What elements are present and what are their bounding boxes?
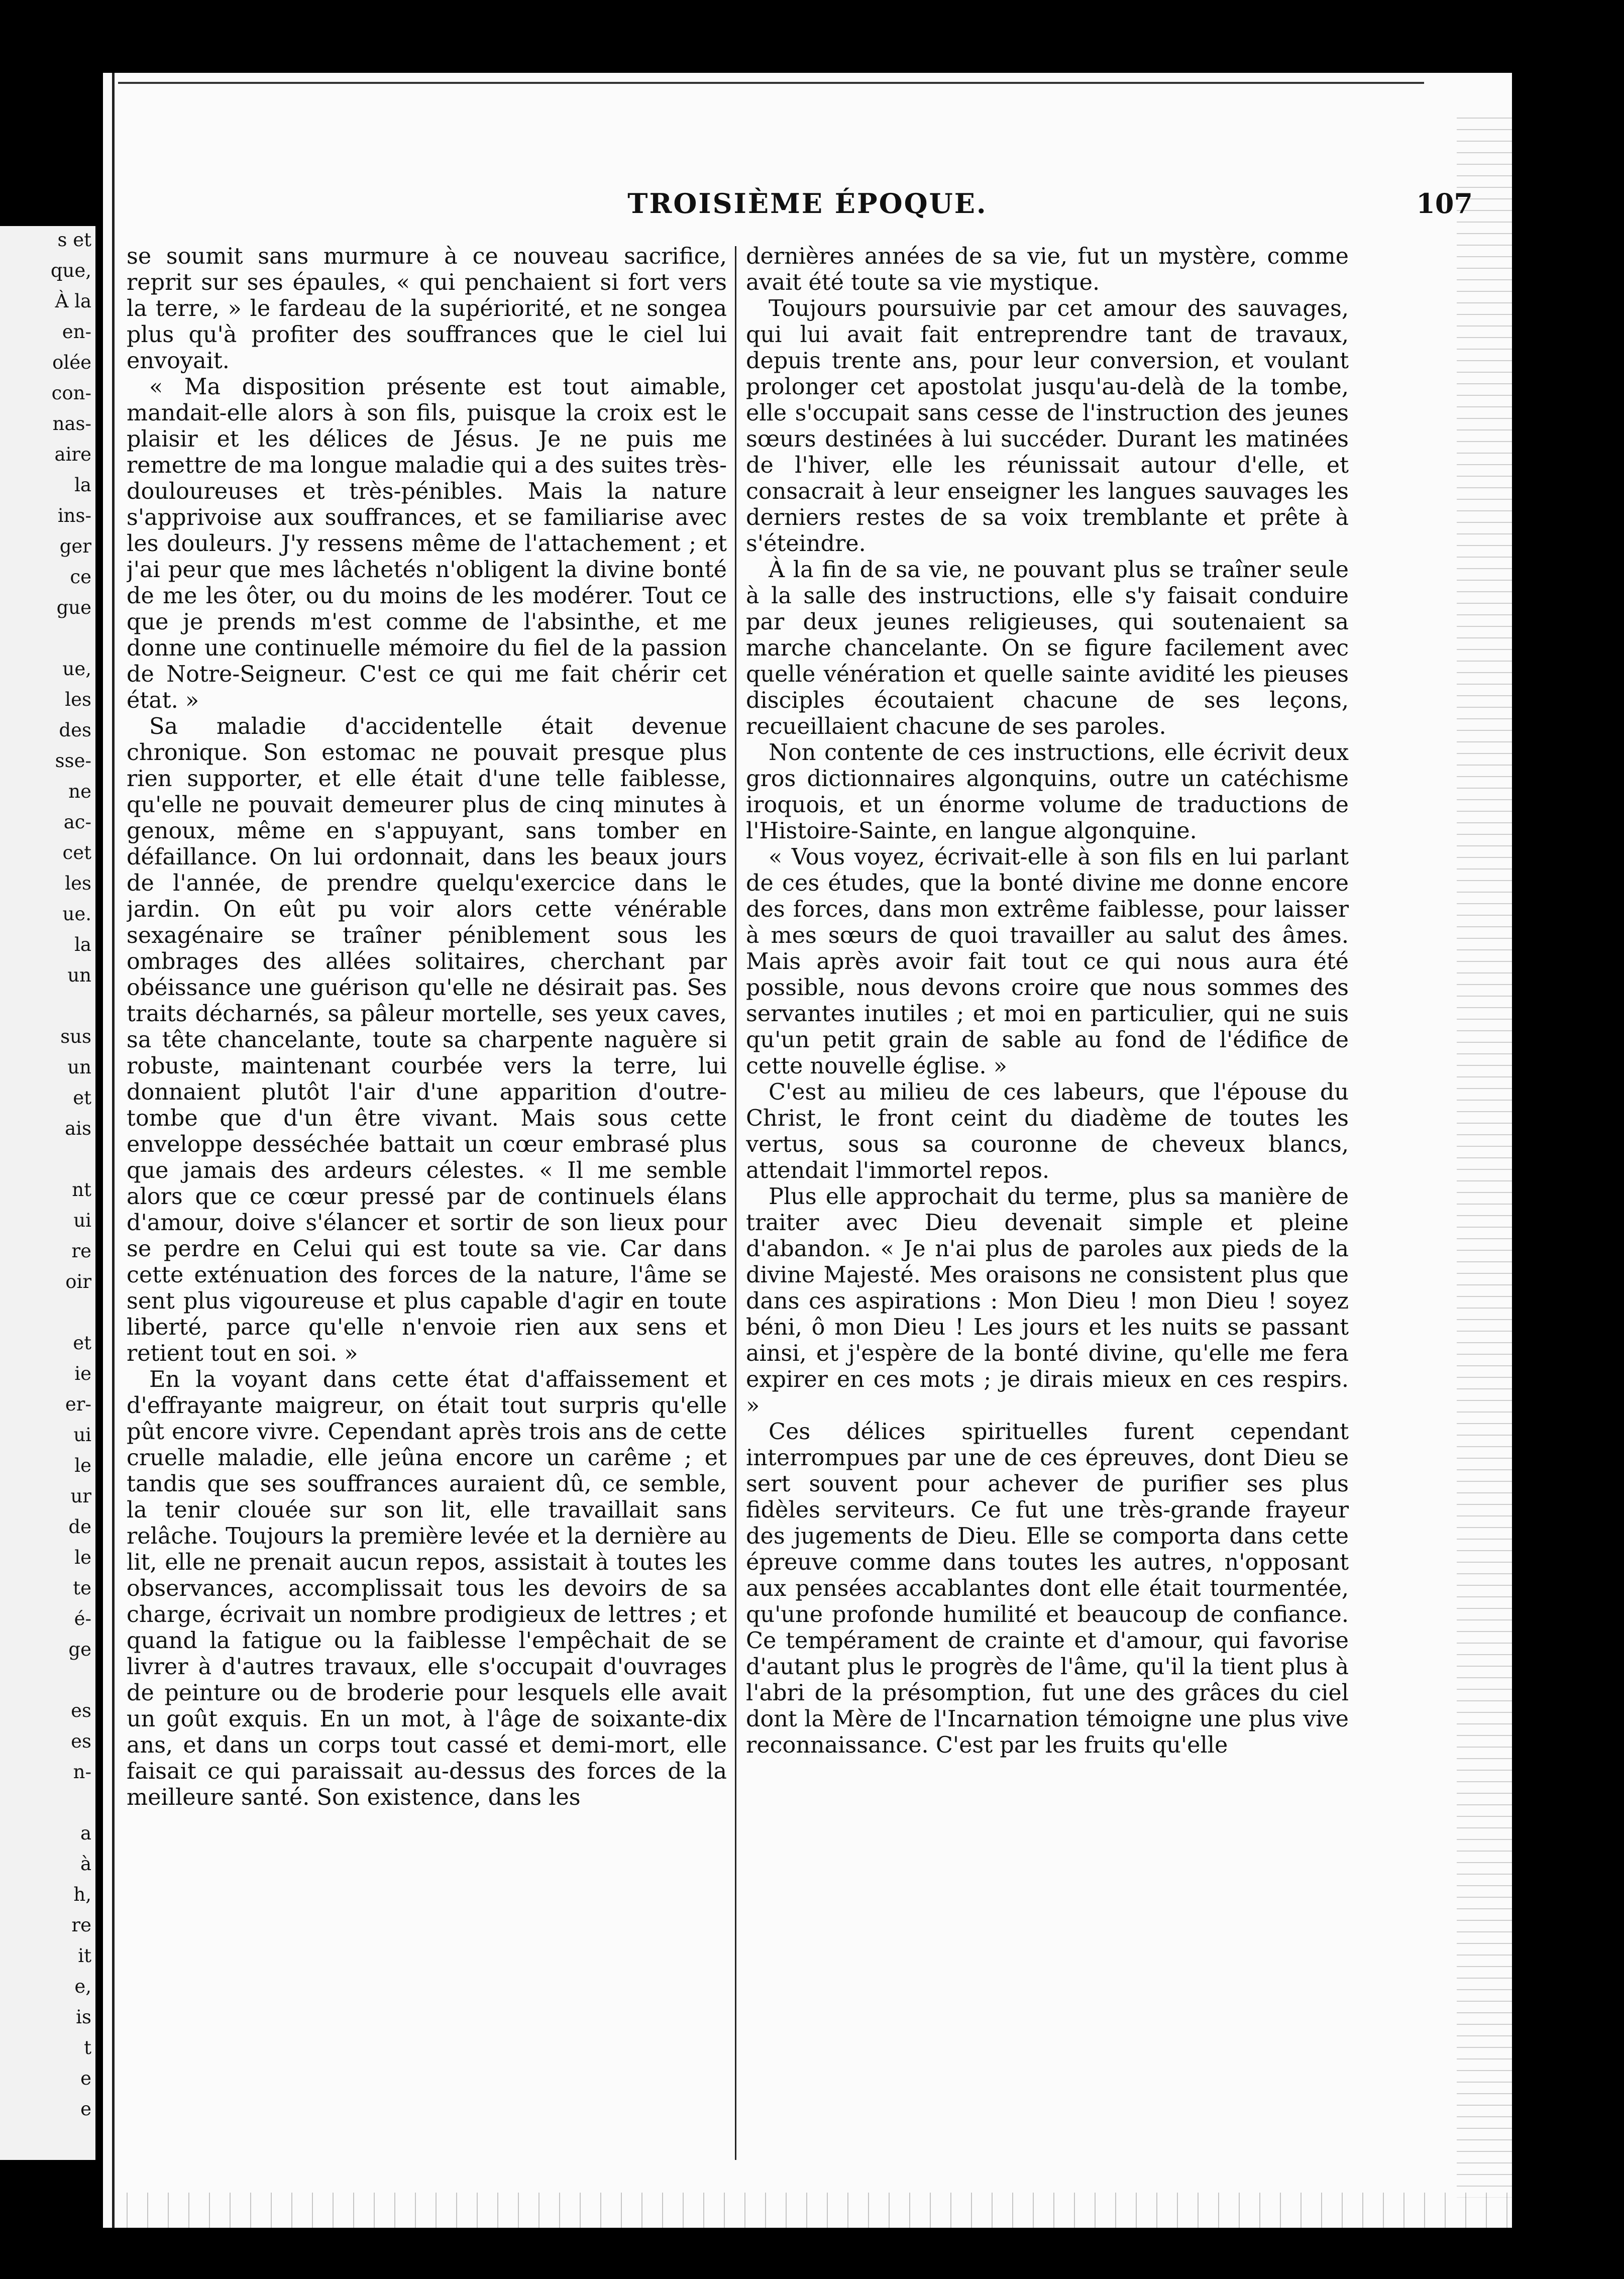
facing-page-fragment: ins-: [57, 505, 91, 526]
paragraph: C'est au milieu de ces labeurs, que l'épouse du Christ, le front ceint du diadème de toutes les vertus, sous sa couronne de cheveux blancs, attendait l'immortel repos.: [746, 1079, 1349, 1183]
paragraph: Plus elle approchait du terme, plus sa manière de traiter avec Dieu devenait simple et pleine d'abandon. « Je n'ai plus de paroles aux pieds de la divine Majesté. Mes oraisons ne consistent plus que dans ces aspirations : Mon Dieu ! mon Dieu ! soyez béni, ô mon Dieu ! Les jours et les nuits se passant ainsi, et j'espère de la bonté divine, qu'elle me fera expirer en ces mots ; je dirais mieux en ces respirs. »: [746, 1184, 1349, 1419]
facing-page-fragment: les: [65, 873, 91, 894]
facing-page-fragment: es: [71, 1730, 91, 1752]
facing-page-fragment: aire: [54, 444, 91, 465]
facing-page-fragment: et: [73, 1087, 91, 1109]
paragraph: En la voyant dans cette état d'affaissement et d'effrayante maigreur, on était tout surpris qu'elle pût encore vivre. Cependant après trois ans de cette cruelle maladie, elle jeûna encore un carême ; et tandis que ses souffrances auraient dû, ce semble, la tenir clouée sur son lit, elle travaillait sans relâche. Toujours la première levée et la dernière au lit, elle ne prenait aucun repos, assistait à toutes les observances, accomplissait tous les devoirs de sa charge, écrivait un nombre prodigieux de lettres ; et quand la fatigue ou la faiblesse l'empêchait de se livrer à d'autres travaux, elle s'occupait d'ouvrages de peinture ou de broderie pour lesquels elle avait un goût exquis. En un mot, à l'âge de soixante-dix ans, et dans un corps tout cassé et demi-mort, elle faisait ce qui paraissait au-dessus des forces de la meilleure santé. Son existence, dans les: [127, 1367, 727, 1810]
right-text-column: [746, 244, 1349, 2162]
running-header: [103, 187, 1512, 228]
left-text-column: [127, 244, 727, 2162]
facing-page-fragment: des: [59, 719, 91, 741]
facing-page-fragment: que,: [50, 260, 91, 281]
facing-page-fragment: olée: [52, 352, 91, 373]
facing-page-fragment: e: [80, 2098, 91, 2120]
page-top-edge: [118, 82, 1424, 84]
facing-page-fragment: ne: [68, 781, 91, 802]
facing-page-fragment: re: [71, 1914, 91, 1936]
facing-page-fragment: À la: [55, 290, 91, 312]
paragraph: « Vous voyez, écrivait-elle à son fils en lui parlant de ces études, que la bonté divine me donne encore des forces, dans mon extrême faiblesse, pour laisser à mes sœurs de quoi travailler au salut des âmes. Mais après avoir fait tout ce qui nous aura été possible, nous devons croire que nous sommes des servantes inutiles ; et moi en particulier, qui ne suis qu'un petit grain de sable au fond de l'édifice de cette nouvelle église. »: [746, 844, 1349, 1079]
facing-page-fragment: te: [73, 1577, 91, 1599]
facing-page-fragment: ge: [68, 1639, 91, 1660]
facing-page-fragment: le: [74, 1455, 91, 1476]
facing-page-fragment: ac-: [63, 811, 91, 833]
facing-page-fragment: un: [67, 964, 91, 986]
facing-page-fragment: ui: [73, 1424, 91, 1446]
facing-page-fragment: la: [74, 474, 91, 496]
facing-page-fragment: ue.: [62, 903, 91, 925]
page-edge-noise-bottom: [118, 2193, 1512, 2228]
facing-page-fragment: h,: [73, 1884, 91, 1905]
book-page: [103, 73, 1512, 2228]
facing-page-fragment: e: [80, 2068, 91, 2089]
facing-page-fragment: a: [80, 1822, 91, 1844]
facing-page-fragment: ie: [74, 1363, 91, 1384]
facing-page-fragment: sse-: [55, 750, 91, 772]
facing-page-fragment: é-: [74, 1608, 91, 1630]
facing-page-fragment: t: [84, 2037, 91, 2058]
facing-page-fragment: la: [74, 934, 91, 955]
paragraph: dernières années de sa vie, fut un mystère, comme avait été toute sa vie mystique.: [746, 244, 1349, 295]
facing-page-fragment: sus: [60, 1026, 91, 1047]
facing-page-fragment: gue: [56, 597, 91, 618]
facing-page-fragment: ce: [70, 566, 91, 588]
column-divider: [735, 246, 736, 2160]
facing-page-fragment: à: [80, 1853, 91, 1875]
facing-page-fragment: s et: [57, 229, 91, 251]
facing-page-fragment: un: [67, 1056, 91, 1078]
facing-page-fragment: ur: [70, 1485, 91, 1507]
paragraph: Toujours poursuivie par cet amour des sauvages, qui lui avait fait entreprendre tant de travaux, depuis trente ans, pour leur conversion, et voulant prolonger cet apostolat jusqu'au-delà de la tombe, elle s'occupait sans cesse de l'instruction des jeunes sœurs destinées à lui succéder. Durant les matinées de l'hiver, elle les réunissait autour d'elle, et consacrait à leur enseigner les langues sauvages les derniers restes de sa voix tremblante et prête à s'éteindre.: [746, 296, 1349, 557]
facing-page-fragment: ais: [65, 1118, 91, 1139]
facing-page-fragment: cet: [62, 842, 91, 863]
facing-page-fragment: re: [71, 1240, 91, 1262]
paragraph: À la fin de sa vie, ne pouvant plus se traîner seule à la salle des instructions, elle s'y faisait conduire par deux jeunes religieuses, qui soutenaient sa marche chancelante. On se figure facilement avec quelle vénération et quelle sainte avidité les pieuses disciples écoutaient chacune de ses leçons, recueillaient chacune de ses paroles.: [746, 557, 1349, 739]
facing-page-fragment: con-: [51, 382, 91, 404]
page-edge-noise-right: [1457, 113, 1512, 2198]
facing-page-fragment: oir: [65, 1271, 91, 1292]
facing-page-fragment: les: [65, 689, 91, 710]
facing-page-fragment: it: [78, 1945, 91, 1967]
paragraph: « Ma disposition présente est tout aimable, mandait-elle alors à son fils, puisque la croix est le plaisir et les délices de Jésus. Je ne puis me remettre de ma longue maladie qui a des suites très-douloureuses et très-pénibles. Mais la nature s'apprivoise aux souffrances, et se familiarise avec les douleurs. J'y ressens même de l'attachement ; et j'ai peur que mes lâchetés n'obligent la divine bonté de me les ôter, ou du moins de les modérer. Tout ce que je prends m'est comme de l'absinthe, et me donne une continuelle mémoire du fiel de la passion de Notre-Seigneur. C'est ce qui me fait chérir cet état. »: [127, 374, 727, 713]
facing-page-fragment: nt: [72, 1179, 91, 1201]
facing-page-fragment: et: [73, 1332, 91, 1354]
facing-page-fragment: er-: [65, 1393, 91, 1415]
running-title: TROISIÈME ÉPOQUE.: [627, 187, 988, 220]
facing-page-fragment: n-: [73, 1761, 91, 1783]
facing-page-fragment: es: [71, 1700, 91, 1721]
facing-page-fragment: e,: [74, 1976, 91, 1997]
facing-page-fragment: en-: [62, 321, 91, 343]
paragraph: Ces délices spirituelles furent cependant interrompues par une de ces épreuves, dont Dieu se sert souvent pour achever de purifier ses plus fidèles serviteurs. Ce fut une très-grande frayeur des jugements de Dieu. Elle se comporta dans cette épreuve comme dans toutes les autres, n'opposant aux pensées accablantes dont elle était tourmentée, qu'une profonde humilité et beaucoup de confiance. Ce tempérament de crainte et d'amour, qui favorise d'autant plus le progrès de l'âme, qu'il la tient plus à l'abri de la présomption, fut une des grâces du ciel dont la Mère de l'Incarnation témoigne une plus vive reconnaissance. C'est par les fruits qu'elle: [746, 1419, 1349, 1758]
paragraph: Non contente de ces instructions, elle écrivit deux gros dictionnaires algonquins, outre un catéchisme iroquois, et un énorme volume de traductions de l'Histoire-Sainte, en langue algonquine.: [746, 740, 1349, 844]
page-number: 107: [1416, 187, 1473, 220]
facing-page-fragment: is: [76, 2006, 91, 2028]
facing-page-edge: [0, 226, 95, 2160]
facing-page-fragment: ui: [73, 1210, 91, 1231]
paragraph: se soumit sans murmure à ce nouveau sacrifice, reprit sur ses épaules, « qui penchaient si fort vers la terre, » le fardeau de la supériorité, et ne songea plus qu'à profiter des souffrances que le ciel lui envoyait.: [127, 244, 727, 374]
facing-page-fragment: de: [68, 1516, 91, 1538]
facing-page-fragment: le: [74, 1547, 91, 1568]
facing-page-fragment: ue,: [62, 658, 91, 680]
paragraph: Sa maladie d'accidentelle était devenue chronique. Son estomac ne pouvait presque plus rien supporter, et elle était d'une telle faiblesse, qu'elle ne pouvait demeurer plus de cinq minutes à genoux, même en s'appuyant, sans tomber en défaillance. On lui ordonnait, dans les beaux jours de l'année, de prendre quelqu'exercice dans le jardin. On eût pu voir alors cette vénérable sexagénaire se traîner péniblement sous les ombrages des allées solitaires, cherchant par obéissance une guérison qu'elle ne désirait pas. Ses traits décharnés, sa pâleur mortelle, ses yeux caves, sa tête chancelante, toute sa charpente naguère si robuste, maintenant courbée vers la terre, lui donnaient plutôt l'air d'une apparition d'outre-tombe que d'un être vivant. Mais sous cette enveloppe desséchée battait un cœur embrasé plus que jamais des ardeurs célestes. « Il me semble alors que ce cœur pressé par de continuels élans d'amour, doive s'élancer et sortir de son lieux pour se perdre en Celui qui est toute sa vie. Car dans cette exténuation des forces de la nature, l'âme se sent plus vigoureuse et plus capable d'agir en toute liberté, parce qu'elle n'envoie rien aux sens et retient tout en soi. »: [127, 714, 727, 1366]
facing-page-fragment: nas-: [52, 413, 91, 435]
facing-page-fragment: ger: [59, 535, 91, 557]
